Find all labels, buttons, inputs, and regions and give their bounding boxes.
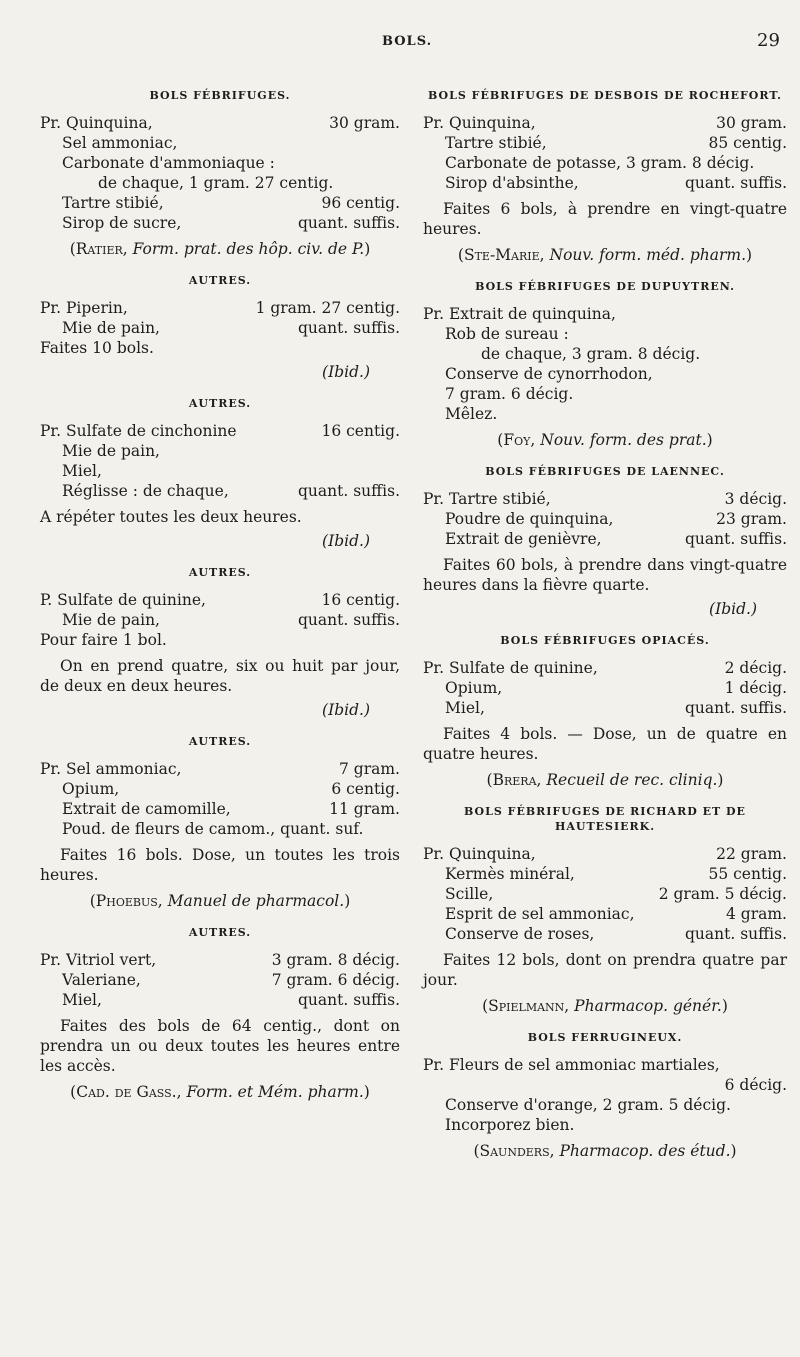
ingredient: Mie de pain, [62, 611, 160, 629]
ingredient: Rob de sureau : [445, 325, 569, 343]
citation-work: Pharmacop. génér. [574, 997, 722, 1015]
citation-author: Ste-Marie, [463, 246, 545, 264]
running-title: BOLS. [382, 34, 433, 49]
ingredient: Pr. Fleurs de sel ammoniac martiales, [423, 1056, 720, 1074]
ingredient-line [423, 344, 787, 364]
ingredient-line [40, 481, 400, 501]
instruction-paragraph: Faites 6 bols, à prendre en vingt-quatre heures. [423, 200, 787, 238]
section-heading: AUTRES. [188, 735, 252, 748]
ingredient-line [423, 924, 787, 944]
quantity: quant. suffis. [298, 482, 400, 500]
page-number: 29 [757, 30, 780, 51]
ingredient-line [40, 950, 400, 970]
ingredient: Pr. Quinquina, [423, 114, 536, 132]
citation-work: Recueil de rec. cliniq. [546, 771, 718, 789]
ingredient: Opium, [445, 679, 503, 697]
instruction-line [40, 338, 400, 358]
section-heading: BOLS FÉBRIFUGES. [149, 89, 291, 102]
citation-author: Brera, [492, 771, 542, 789]
ingredient-line [423, 904, 787, 924]
ingredient: Tartre stibié, [445, 134, 547, 152]
source-citation: (Spielmann, Pharmacop. génér.) [482, 997, 728, 1015]
ingredient: Valeriane, [62, 971, 141, 989]
ibid-citation: (Ibid.) [709, 600, 757, 618]
ingredient: P. Sulfate de quinine, [40, 591, 206, 609]
ingredient-line [423, 844, 787, 864]
quantity: 3 gram. 8 décig. [271, 951, 400, 969]
ingredient: Sirop de sucre, [62, 214, 182, 232]
quantity: de chaque, 3 gram. 8 décig. [481, 345, 701, 363]
ingredient: Miel, [62, 462, 102, 480]
ingredient: Poud. de fleurs de camom., quant. suf. [62, 820, 364, 838]
section-heading: BOLS FÉBRIFUGES OPIACÉS. [500, 634, 710, 647]
ingredient-line [423, 864, 787, 884]
source-citation: (Ratier, Form. prat. des hôp. civ. de P.) [69, 240, 371, 258]
left-column [40, 88, 400, 1116]
citation-close: ) [730, 1142, 737, 1160]
quantity: 55 centig. [708, 865, 787, 883]
quantity: 85 centig. [708, 134, 787, 152]
running-head [0, 8, 800, 51]
ingredient-line [423, 658, 787, 678]
citation-close: ) [746, 246, 753, 264]
section-heading: BOLS FÉBRIFUGES DE RICHARD ET DE HAUTESIERK. [464, 805, 746, 833]
quantity: quant. suffis. [298, 214, 400, 232]
ingredient-line [423, 153, 787, 173]
quantity: quant. suffis. [298, 611, 400, 629]
ingredient: Esprit de sel ammoniac, [445, 905, 635, 923]
section-heading: AUTRES. [188, 397, 252, 410]
ingredient-line [423, 364, 787, 384]
recipe-bols-febrifuges [40, 88, 400, 259]
quantity: quant. suffis. [685, 699, 787, 717]
quantity: 96 centig. [321, 194, 400, 212]
recipe-desbois [423, 88, 787, 265]
ingredient-line [40, 819, 400, 839]
quantity: 1 gram. 27 centig. [255, 299, 400, 317]
quantity: 30 gram. [329, 114, 400, 132]
section-heading: AUTRES. [188, 926, 252, 939]
citation-close: ) [706, 431, 713, 449]
ingredient: Scille, [445, 885, 494, 903]
ingredient: Extrait de camomille, [62, 800, 231, 818]
ingredient-line [40, 193, 400, 213]
ingredient-line [423, 173, 787, 193]
quantity: 4 gram. [726, 905, 787, 923]
instruction-line [423, 1115, 787, 1135]
ingredient: Pr. Vitriol vert, [40, 951, 157, 969]
ingredient-line [40, 799, 400, 819]
citation-author: Cad. de Gass., [76, 1083, 182, 1101]
instruction-line [423, 404, 787, 424]
ingredient: Conserve de roses, [445, 925, 595, 943]
ingredient: Carbonate de potasse, 3 gram. 8 décig. [445, 154, 755, 172]
quantity: quant. suffis. [298, 991, 400, 1009]
citation-author: Saunders, [479, 1142, 555, 1160]
instruction-paragraph: Faites 16 bols. Dose, un toutes les trois heures. [40, 846, 400, 884]
recipe-richard-hautesierk [423, 804, 787, 1016]
section-heading: AUTRES. [188, 566, 252, 579]
quantity: quant. suffis. [685, 925, 787, 943]
source-citation: (Brera, Recueil de rec. cliniq.) [486, 771, 724, 789]
ingredient-line [423, 1055, 787, 1075]
ingredient: Mie de pain, [62, 442, 160, 460]
instruction: Pour faire 1 bol. [40, 631, 167, 649]
instruction: Faites 10 bols. [40, 339, 154, 357]
recipe-ferrugineux [423, 1030, 787, 1161]
ingredient-line [40, 421, 400, 441]
ingredient-line [40, 173, 400, 193]
instruction: Incorporez bien. [445, 1116, 575, 1134]
quantity: 2 décig. [724, 659, 787, 677]
ingredient: Pr. Extrait de quinquina, [423, 305, 616, 323]
recipe-dupuytren [423, 279, 787, 450]
citation-work: Nouv. form. des prat. [540, 431, 707, 449]
ingredient-line [423, 113, 787, 133]
recipe-autres-5 [40, 925, 400, 1102]
quantity: 11 gram. [329, 800, 400, 818]
ingredient-line [423, 133, 787, 153]
ingredient: Pr. Tartre stibié, [423, 490, 551, 508]
instruction: Mêlez. [445, 405, 498, 423]
ingredient-line [40, 133, 400, 153]
citation-author: Ratier, [75, 240, 128, 258]
ingredient: Carbonate d'ammoniaque : [62, 154, 275, 172]
ingredient-line [40, 318, 400, 338]
citation-work: Form. prat. des hôp. civ. de P. [132, 240, 365, 258]
recipe-opiaces [423, 633, 787, 790]
citation-close: ) [363, 1083, 370, 1101]
ingredient-line [423, 678, 787, 698]
source-citation: (Cad. de Gass., Form. et Mém. pharm.) [70, 1083, 370, 1101]
ingredient-line [423, 884, 787, 904]
ingredient-line [423, 384, 787, 404]
source-citation: (Phoebus, Manuel de pharmacol.) [89, 892, 351, 910]
section-heading: BOLS FÉBRIFUGES DE DUPUYTREN. [475, 280, 735, 293]
section-heading: BOLS FÉBRIFUGES DE LAENNEC. [485, 465, 725, 478]
ingredient: Conserve d'orange, 2 gram. 5 décig. [445, 1096, 731, 1114]
ibid-citation: (Ibid.) [322, 701, 370, 719]
ingredient-line [423, 698, 787, 718]
ingredient-line [40, 461, 400, 481]
ingredient: Pr. Sulfate de cinchonine [40, 422, 237, 440]
ingredient: Pr. Sulfate de quinine, [423, 659, 598, 677]
section-heading: BOLS FÉBRIFUGES DE DESBOIS DE ROCHEFORT. [428, 89, 782, 102]
instruction-paragraph: A répéter toutes les deux heures. [40, 508, 302, 526]
ingredient-line [423, 509, 787, 529]
ingredient-line [40, 213, 400, 233]
quantity: de chaque, 1 gram. 27 centig. [98, 174, 334, 192]
section-heading: AUTRES. [188, 274, 252, 287]
right-column [423, 88, 787, 1175]
quantity: 1 décig. [724, 679, 787, 697]
quantity: 6 centig. [331, 780, 400, 798]
quantity: quant. suffis. [298, 319, 400, 337]
recipe-autres-3 [40, 565, 400, 720]
ingredient: Sirop d'absinthe, [445, 174, 579, 192]
recipe-autres-2 [40, 396, 400, 551]
ingredient: Tartre stibié, [62, 194, 164, 212]
citation-author: Foy, [503, 431, 536, 449]
ingredient-line [423, 489, 787, 509]
ingredient: Poudre de quinquina, [445, 510, 614, 528]
ingredient: Mie de pain, [62, 319, 160, 337]
ingredient-line [40, 153, 400, 173]
ingredient-line [40, 759, 400, 779]
ingredient-line [40, 298, 400, 318]
quantity: 2 gram. 5 décig. [658, 885, 787, 903]
recipe-autres-1 [40, 273, 400, 382]
citation-close: ) [344, 892, 351, 910]
ingredient-line [40, 610, 400, 630]
instruction-paragraph: Faites 60 bols, à prendre dans vingt-quatre heures dans la fièvre quarte. [423, 556, 787, 594]
ingredient-line [423, 324, 787, 344]
source-citation: (Ste-Marie, Nouv. form. méd. pharm.) [457, 246, 753, 264]
ingredient-line [40, 779, 400, 799]
ingredient-line [423, 529, 787, 549]
ingredient: Pr. Sel ammoniac, [40, 760, 182, 778]
ingredient: Extrait de genièvre, [445, 530, 602, 548]
citation-close: ) [364, 240, 371, 258]
ingredient: Pr. Piperin, [40, 299, 128, 317]
ingredient: Conserve de cynorrhodon, [445, 365, 653, 383]
ingredient: Réglisse : de chaque, [62, 482, 229, 500]
quantity: 16 centig. [321, 591, 400, 609]
recipe-laennec [423, 464, 787, 619]
quantity: 16 centig. [321, 422, 400, 440]
ibid-citation: (Ibid.) [322, 532, 370, 550]
citation-close: ) [721, 997, 728, 1015]
citation-author: Spielmann, [488, 997, 570, 1015]
quantity: 7 gram. 6 décig. [445, 385, 574, 403]
quantity: 3 décig. [724, 490, 787, 508]
ingredient-line [40, 990, 400, 1010]
instruction-paragraph: Faites des bols de 64 centig., dont on prendra un ou deux toutes les heures entre les accès. [40, 1017, 400, 1075]
quantity: 23 gram. [716, 510, 787, 528]
quantity: 7 gram. 6 décig. [271, 971, 400, 989]
ingredient: Miel, [62, 991, 102, 1009]
source-citation: (Saunders, Pharmacop. des étud.) [473, 1142, 737, 1160]
ingredient-line [423, 1095, 787, 1115]
quantity: 6 décig. [724, 1076, 787, 1094]
quantity: 7 gram. [339, 760, 400, 778]
ingredient: Opium, [62, 780, 120, 798]
ingredient-line [40, 970, 400, 990]
citation-work: Manuel de pharmacol. [167, 892, 345, 910]
instruction-paragraph: Faites 12 bols, dont on prendra quatre par jour. [423, 951, 787, 989]
citation-work: Pharmacop. des étud. [559, 1142, 731, 1160]
citation-work: Form. et Mém. pharm. [186, 1083, 364, 1101]
source-citation: (Foy, Nouv. form. des prat.) [497, 431, 713, 449]
ingredient-line [40, 113, 400, 133]
ingredient-line [423, 1075, 787, 1095]
ingredient: Kermès minéral, [445, 865, 575, 883]
citation-work: Nouv. form. méd. pharm. [549, 246, 747, 264]
quantity: 22 gram. [716, 845, 787, 863]
ingredient: Miel, [445, 699, 485, 717]
instruction-paragraph: Faites 4 bols. — Dose, un de quatre en quatre heures. [423, 725, 787, 763]
citation-author: Phoebus, [95, 892, 163, 910]
ingredient: Pr. Quinquina, [423, 845, 536, 863]
citation-close: ) [717, 771, 724, 789]
instruction-paragraph: On en prend quatre, six ou huit par jour, de deux en deux heures. [40, 657, 400, 695]
quantity: 30 gram. [716, 114, 787, 132]
ingredient-line [423, 304, 787, 324]
quantity: quant. suffis. [685, 174, 787, 192]
ingredient: Sel ammoniac, [62, 134, 178, 152]
quantity: quant. suffis. [685, 530, 787, 548]
section-heading: BOLS FERRUGINEUX. [527, 1031, 683, 1044]
instruction-line [40, 630, 400, 650]
ingredient-line [40, 590, 400, 610]
ibid-citation: (Ibid.) [322, 363, 370, 381]
ingredient: Pr. Quinquina, [40, 114, 153, 132]
recipe-autres-4 [40, 734, 400, 911]
ingredient-line [40, 441, 400, 461]
